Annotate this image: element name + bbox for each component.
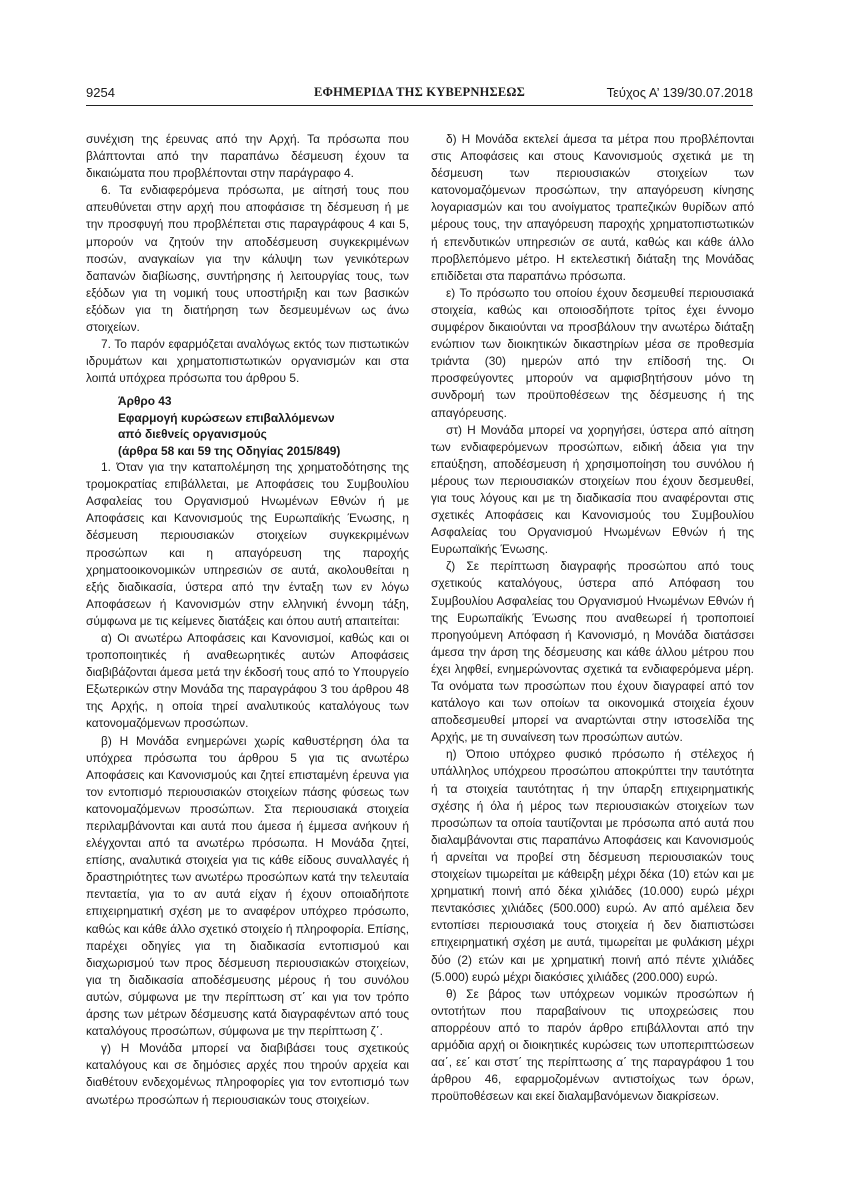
article-title: Εφαρμογή κυρώσεων επιβαλλόμενων [118,410,335,425]
paragraph: συνέχιση της έρευνας από την Αρχή. Τα πρόσωπα που βλάπτονται από την παραπάνω δέσμευση έχουν τα δικαιώματα που προβλέπονται στην παράγραφο 4. [86,132,409,181]
page-header [86,85,753,106]
article-heading [86,393,409,459]
paragraph: 7. Το παρόν εφαρμόζεται αναλόγως εκτός των πιστωτικών ιδρυμάτων και χρηματοπιστωτικών οργανισμών και στα λοιπά υπόχρεα πρόσωπα του άρθρου 5. [86,337,409,386]
paragraph: 1. Όταν για την καταπολέμηση της χρηματοδότησης της τρομοκρατίας επιβάλλεται, με Αποφάσεις του Συμβουλίου Ασφαλείας του Οργανισμού Ηνωμένων Εθνών ή με Αποφάσεις και Κανονισμούς της Ευρωπαϊκής Ένωσης, η δέσμευση περιουσιακών στοιχείων συγκεκριμένων προσώπων και η απαγόρευση της παροχής χρηματοοικονομικών υπηρεσιών σε αυτά, ακολουθείται η εξής διαδικασία, ύστερα από την ένταξη των εν λόγω Αποφάσεων ή Κανονισμών στην ελληνική έννομη τάξη, σύμφωνα με τις κείμενες διατάξεις και όπου αυτή απαιτείται: [86,460,409,628]
article-title: από διεθνείς οργανισμούς [118,427,267,442]
right-column [431,131,754,1105]
paragraph: α) Οι ανωτέρω Αποφάσεις και Κανονισμοί, καθώς και οι τροποποιητικές ή αναθεωρητικές αυτών Αποφάσεις διαβιβάζονται άμεσα μετά την έκδοσή τους από το Υπουργείο Εξωτερικών στην Μονάδα της παραγράφου 3 του άρθρου 48 της Αρχής, η οποία τηρεί αναλυτικούς καταλόγους των κατονομαζόμενων προσώπων. [86,630,409,731]
left-column [86,131,409,1109]
page-number: 9254 [86,85,115,100]
paragraph: ζ) Σε περίπτωση διαγραφής προσώπου από τους σχετικούς καταλόγους, ύστερα από Απόφαση του Συμβουλίου Ασφαλείας του Οργανισμού Ηνωμένων Εθνών ή της Ευρωπαϊκής Ένωσης που αναθεωρεί ή τροποποιεί προηγούμενη Απόφαση ή Κανονισμό, η Μονάδα διατάσσει άμεσα την άρση της δέσμευσης και κάθε άλλου μέτρου που έχει ληφθεί, ενημερώνοντας σχετικά τα ενδιαφερόμενα μέρη. Τα ονόματα των προσώπων που έχουν διαγραφεί από τον κατάλογο και των οποίων τα οικονομικά στοιχεία έχουν αποδεσμευθεί μπορεί να αναρτώνται στην ιστοσελίδα της Αρχής, με τη συναίνεση των προσώπων αυτών. [431,559,754,745]
paragraph: γ) Η Μονάδα μπορεί να διαβιβάσει τους σχετικούς καταλόγους και σε δημόσιες αρχές που τηρούν αρχεία και διαθέτουν ενδεχομένως πληροφορίες για τον εντοπισμό των ανωτέρω προσώπων ή περιουσιακών τους στοιχείων. [86,1041,409,1107]
article-number: Άρθρο 43 [118,394,172,409]
issue-info: Τεύχος Α’ 139/30.07.2018 [606,85,753,100]
paragraph: 6. Τα ενδιαφερόμενα πρόσωπα, με αίτησή τους που απευθύνεται στην αρχή που αποφάσισε τη δέσμευση ή με την προσφυγή που προβλέπεται στις παραγράφους 4 και 5, μπορούν να ζητούν την αποδέσμευση συγκεκριμένων ποσών, αναγκαίων για την κάλυψη των γενικότερων δαπανών διαβίωσης, συντήρησης ή λειτουργίας τους, των εξόδων για τη νομική τους υποστήριξη και των βασικών εξόδων για τη διατήρηση των δεσμευμένων ως άνω στοιχείων. [86,183,409,335]
article-source: (άρθρα 58 και 59 της Οδηγίας 2015/849) [118,443,341,458]
paragraph: ε) Το πρόσωπο του οποίου έχουν δεσμευθεί περιουσιακά στοιχεία, καθώς και οποιοσδήποτε τρίτος έχει έννομο συμφέρον δικαιούνται να προσβάλουν την ανωτέρω διάταξη ενώπιον των διοικητικών δικαστηρίων μέσα σε προθεσμία τριάντα (30) ημερών από την επίδοσή της. Οι προσφεύγοντες μπορούν να αμφισβητήσουν μόνο τη συνδρομή των προϋποθέσεων της δέσμευσης ή της απαγόρευσης. [431,285,754,420]
publication-title: ΕΦΗΜΕΡΙΔΑ ΤΗΣ ΚΥΒΕΡΝΗΣΕΩΣ [314,85,525,99]
paragraph: η) Όποιο υπόχρεο φυσικό πρόσωπο ή στέλεχος ή υπάλληλος υπόχρεου προσώπου αποκρύπτει την ταυτότητα ή τα στοιχεία ταυτότητας ή την ύπαρξη επιχειρηματικής σχέσης ή όλα ή μέρος των περιουσιακών στοιχείων των προσώπων τα οποία ταυτίζονται με πρόσωπα από αυτά που διαλαμβάνονται στις παραπάνω Αποφάσεις και Κανονισμούς ή αρνείται να προβεί στη δέσμευση περιουσιακών τους στοιχείων τιμωρείται με κάθειρξη μέχρι δέκα (10) ετών και με χρηματική ποινή από δέκα χιλιάδες (10.000) ευρώ μέχρι πεντακόσιες χιλιάδες (500.000) ευρώ. Αν από αμέλεια δεν εντοπίσει περιουσιακά τους στοιχεία ή δεν διαπιστώσει επιχειρηματική σχέση με αυτά, τιμωρείται με φυλάκιση μέχρι δύο (2) ετών και με χρηματική ποινή από πέντε χιλιάδες (5.000) ευρώ μέχρι διακόσιες χιλιάδες (200.000) ευρώ. [431,747,754,984]
paragraph: δ) Η Μονάδα εκτελεί άμεσα τα μέτρα που προβλέπονται στις Αποφάσεις και στους Κανονισμούς σχετικά με τη δέσμευση των περιουσιακών στοιχείων των κατονομαζόμενων προσώπων, την απαγόρευση κίνησης λογαριασμών και του ανοίγματος τραπεζικών θυρίδων από μέρους τους, την απαγόρευση παροχής χρηματοπιστωτικών ή επενδυτικών υπηρεσιών σε αυτά, καθώς και κάθε άλλο προβλεπόμενο μέτρο. Η εκτελεστική διάταξη της Μονάδας επιδίδεται στα παραπάνω πρόσωπα. [431,132,754,283]
paragraph: β) Η Μονάδα ενημερώνει χωρίς καθυστέρηση όλα τα υπόχρεα πρόσωπα του άρθρου 5 για τις ανωτέρω Αποφάσεις και Κανονισμούς και ζητεί επισταμένη έρευνα για τον εντοπισμό περιουσιακών στοιχείων πάσης φύσεως των κατονομαζόμενων προσώπων. Στα περιουσιακά στοιχεία περιλαμβάνονται και αυτά που άμεσα ή έμμεσα ανήκουν ή ελέγχονται από τα ανωτέρω πρόσωπα. Η Μονάδα ζητεί, επίσης, αναλυτικά στοιχεία για τις κάθε είδους συναλλαγές ή δραστηριότητες των ανωτέρω προσώπων κατά την τελευταία πενταετία, για το αν αυτά είχαν ή έχουν οποιαδήποτε επιχειρηματική σχέση με το αναφέρον υπόχρεο πρόσωπο, καθώς και κάθε άλλο σχετικό στοιχείο ή πληροφορία. Επίσης, παρέχει οδηγίες για τη διαδικασία εντοπισμού και διαχωρισμού των προς δέσμευση περιουσιακών στοιχείων, για τη διαδικασία αποδέσμευσης μέρους ή του συνόλου αυτών, σύμφωνα με την περίπτωση στ΄ και για τον τρόπο άρσης των μέτρων δέσμευσης κατά διαγραφέντων από τους καταλόγους προσώπων, σύμφωνα με την περίπτωση ζ΄. [86,733,409,1039]
paragraph: θ) Σε βάρος των υπόχρεων νομικών προσώπων ή οντοτήτων που παραβαίνουν τις υποχρεώσεις που απορρέουν από το παρόν άρθρο επιβάλλονται από την αρμόδια αρχή οι διοικητικές κυρώσεις των υποπεριπτώσεων αα΄, εε΄ και στστ΄ της περίπτωσης α΄ της παραγράφου 1 του άρθρου 46, εφαρμοζομένων αντιστοίχως των όρων, προϋποθέσεων και εκεί διαλαμβανόμενων διακρίσεων. [431,986,754,1104]
paragraph: στ) Η Μονάδα μπορεί να χορηγήσει, ύστερα από αίτηση των ενδιαφερόμενων προσώπων, ειδική άδεια για την επαύξηση, αποδέσμευση ή χρησιμοποίηση του συνόλου ή μέρους των περιουσιακών στοιχείων που έχουν δεσμευθεί, για τους λόγους και με τη διαδικασία που αναφέρονται στις σχετικές Αποφάσεις και Κανονισμούς του Συμβουλίου Ασφαλείας του Οργανισμού Ηνωμένων Εθνών ή της Ευρωπαϊκής Ένωσης. [431,422,754,557]
